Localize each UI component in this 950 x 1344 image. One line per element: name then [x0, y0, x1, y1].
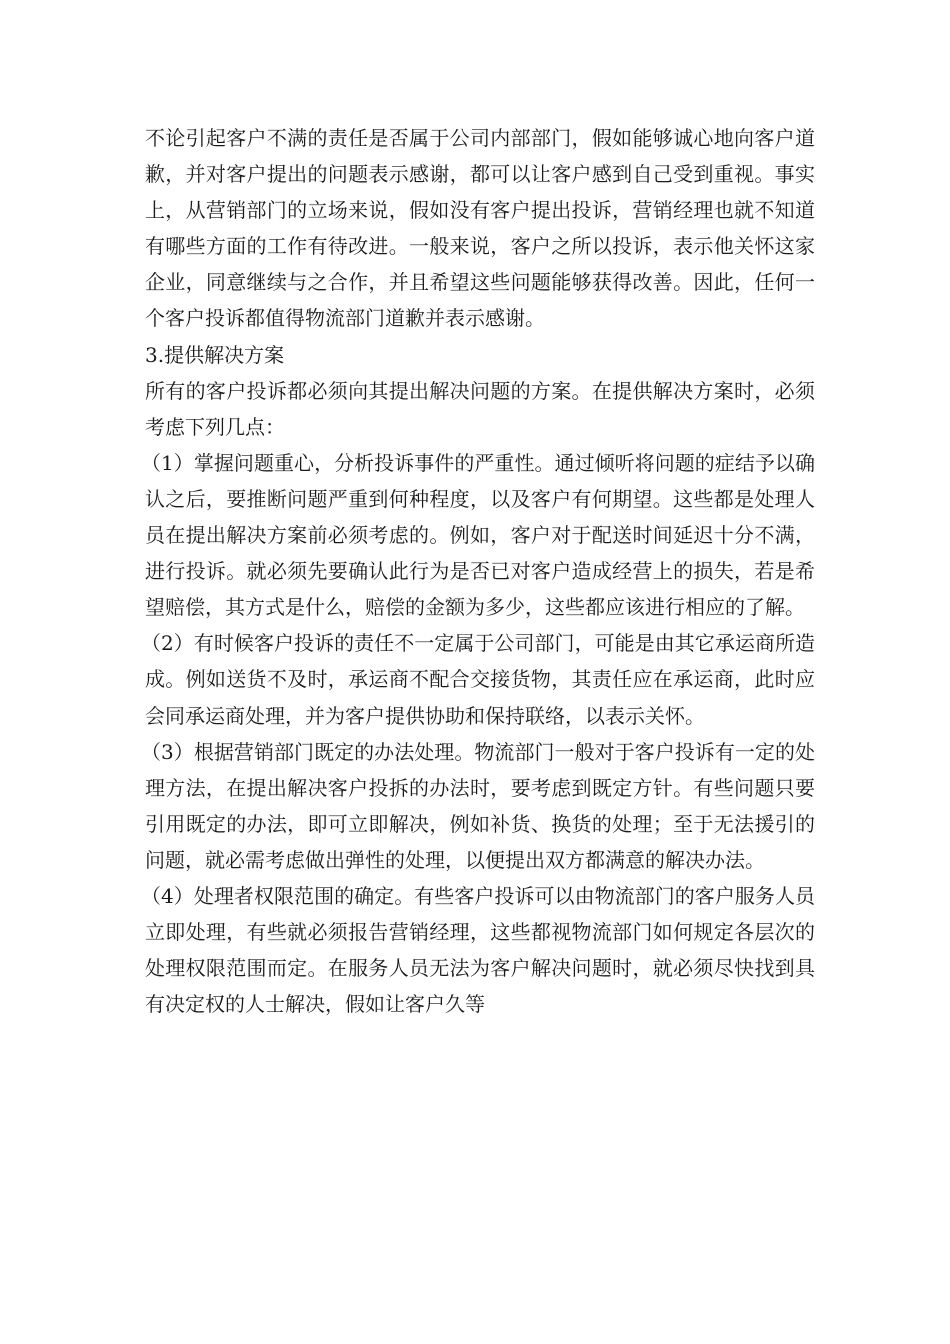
paragraph-apology: 不论引起客户不满的责任是否属于公司内部部门，假如能够诚心地向客户道歉，并对客户提出的问题表示感谢，都可以让客户感到自己受到重视。事实上，从营销部门的立场来说，假如没有客户提出投诉，营销经理也就不知道有哪些方面的工作有待改进。一般来说，客户之所以投诉，表示他关怀这家企业，同意继续与之合作，并且希望这些问题能够获得改善。因此，任何一个客户投诉都值得物流部门道歉并表示感谢。 — [145, 126, 815, 331]
document-body — [141, 120, 815, 1022]
list-item-4: （4）处理者权限范围的确定。有些客户投诉可以由物流部门的客户服务人员立即处理，有些就必须报告营销经理，这些都视物流部门如何规定各层次的处理权限范围而定。在服务人员无法为客户解决问题时，就必须尽快找到具有决定权的人士解决，假如让客户久等 — [141, 883, 815, 1017]
paragraph-solution-intro: 所有的客户投诉都必须向其提出解决问题的方案。在提供解决方案时，必须考虑下列几点： — [145, 378, 815, 439]
section-heading-solution: 3.提供解决方案 — [145, 342, 285, 367]
list-item-3: （3）根据营销部门既定的办法处理。物流部门一般对于客户投诉有一定的处理方法，在提出解决客户投拆的办法时，要考虑到既定方针。有些问题只要引用既定的办法，即可立即解决，例如补货、换货的处理；至于无法援引的问题，就必需考虑做出弹性的处理，以便提出双方都满意的解决办法。 — [141, 739, 815, 872]
list-item-2: （2）有时候客户投诉的责任不一定属于公司部门，可能是由其它承运商所造成。例如送货不及时，承运商不配合交接货物，其责任应在承运商，此时应会同承运商处理，并为客户提供协助和保持联络，以表示关怀。 — [141, 631, 815, 728]
list-item-1: （1）掌握问题重心，分析投诉事件的严重性。通过倾听将问题的症结予以确认之后，要推断问题严重到何种程度，以及客户有何期望。这些都是处理人员在提出解决方案前必须考虑的。例如，客户对于配送时间延迟十分不满，进行投诉。就必须先要确认此行为是否已对客户造成经营上的损失，若是希望赔偿，其方式是什么，赔偿的金额为多少，这些都应该进行相应的了解。 — [141, 450, 815, 620]
